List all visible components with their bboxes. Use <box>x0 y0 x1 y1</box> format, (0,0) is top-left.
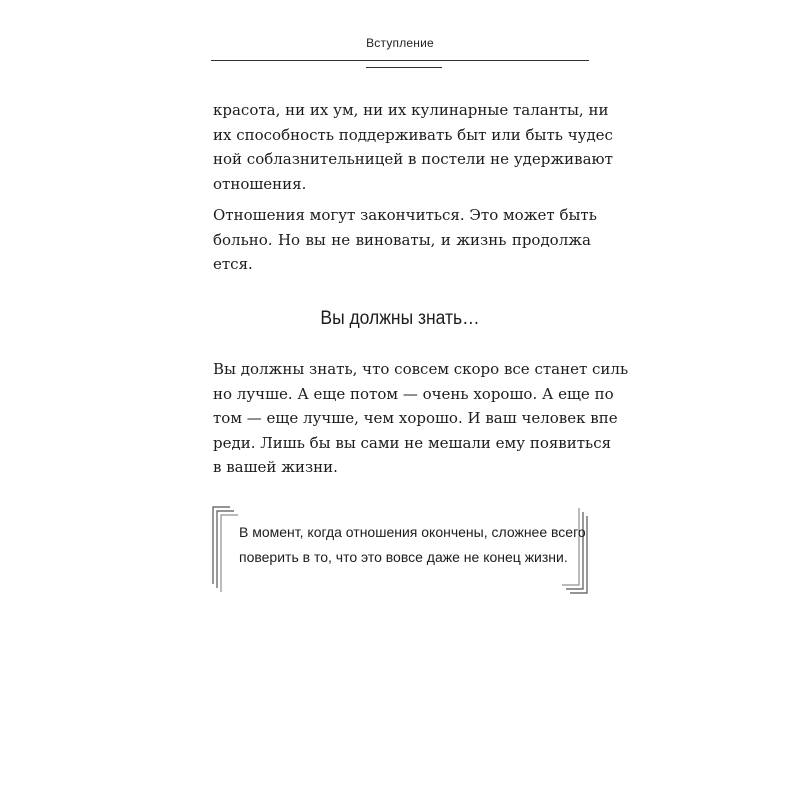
text-line: красота, ни их ум, ни их кулинарные таланты, ни <box>213 101 609 119</box>
paragraph-2 <box>213 203 597 277</box>
callout-box <box>212 506 588 594</box>
text-line: В момент, когда отношения окончены, сложнее всего <box>239 524 586 540</box>
text-line: отношения. <box>213 174 307 193</box>
text-line: Отношения могут закончиться. Это может быть <box>213 206 597 224</box>
text-line: Вы должны знать, что совсем скоро все станет силь <box>213 360 629 378</box>
text-line: в вашей жизни. <box>213 458 338 476</box>
text-line: но лучше. А еще потом — очень хорошо. А еще по <box>213 384 614 403</box>
section-heading: Вы должны знать… <box>320 308 480 329</box>
paragraph-1 <box>213 98 613 196</box>
running-head: Вступление <box>366 36 434 50</box>
text-line: поверить в то, что это вовсе даже не конец жизни. <box>239 549 568 565</box>
text-line: больно. Но вы не виноваты, и жизнь продолжа <box>213 230 591 249</box>
text-line: ется. <box>213 255 253 273</box>
text-line: том — еще лучше, чем хорошо. И ваш человек впе <box>213 409 618 427</box>
header-rule <box>211 60 589 61</box>
text-line: реди. Лишь бы вы сами не мешали ему появиться <box>213 433 612 452</box>
callout-text <box>239 520 586 570</box>
header-rule-short <box>366 67 442 68</box>
paragraph-3 <box>213 357 629 480</box>
text-line: ной соблазнительницей в постели не удерживают <box>213 150 613 168</box>
text-line: их способность поддерживать быт или быть чудес <box>213 125 613 144</box>
